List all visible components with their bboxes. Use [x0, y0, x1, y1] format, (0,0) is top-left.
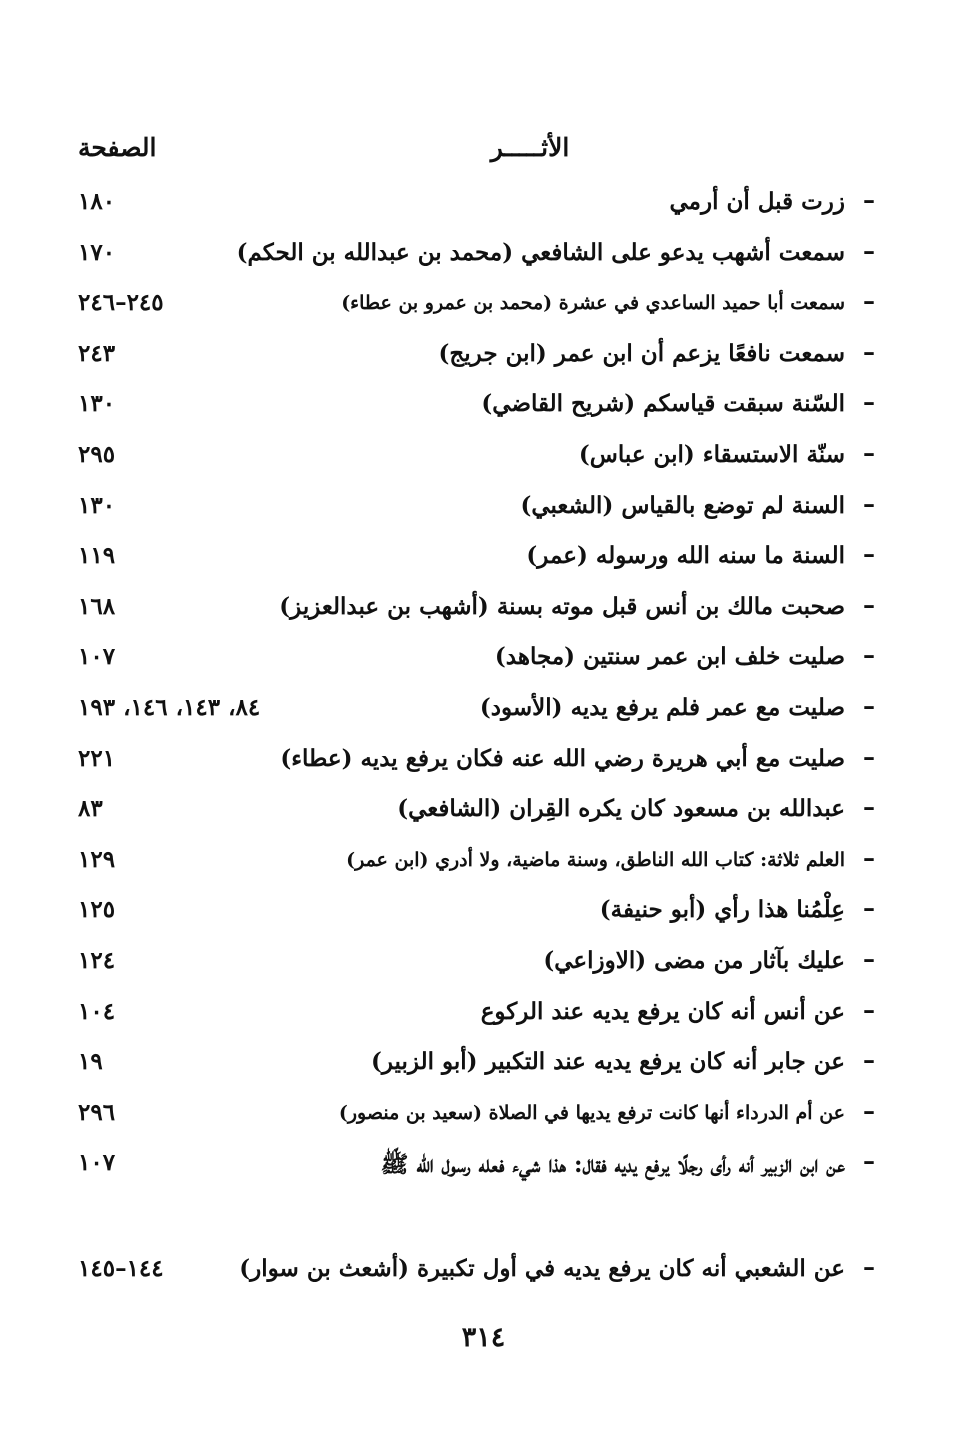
- index-entry: [0, 484, 967, 535]
- entry-text: سنّة الاستسقاء (ابن عباس): [578, 440, 845, 468]
- index-entry: [0, 888, 967, 939]
- entry-dash: –: [863, 286, 875, 316]
- entry-page: ٢٩٥: [78, 440, 116, 468]
- page-number: ٣١٤: [461, 1322, 506, 1353]
- index-entry: [0, 180, 967, 231]
- entry-dash: –: [863, 640, 875, 670]
- index-entry: [0, 787, 967, 838]
- header-athar-label: الأثـــــر: [490, 133, 570, 162]
- entry-text: سمعت نافعًا يزعم أن ابن عمر (ابن جريج): [438, 339, 845, 367]
- entry-text: زرت قبل أن أرمي: [669, 188, 845, 215]
- entry-page: ١٢٩: [78, 845, 116, 873]
- entry-text: سمعت أشهب يدعو على الشافعي (محمد بن عبدالله بن الحكم): [236, 238, 845, 266]
- entry-dash: –: [863, 336, 875, 366]
- entry-page: ١٧٠: [78, 238, 116, 266]
- index-entry: [0, 635, 967, 686]
- index-entry: [0, 1040, 967, 1091]
- entry-text: عِلْمُنا هذا رأي (أبو حنيفة): [599, 896, 845, 924]
- entry-text: صليت مع أبي هريرة رضي الله عنه فكان يرفع يديه (عطاء): [280, 744, 845, 772]
- index-entry: [0, 1091, 967, 1142]
- entry-dash: –: [863, 741, 875, 771]
- entry-text: عن الشعبي أنه كان يرفع يديه في أول تكبيرة (أشعث بن سوار): [239, 1255, 845, 1283]
- index-entry: [0, 939, 967, 990]
- entry-dash: –: [863, 690, 875, 720]
- entry-text: عن أم الدرداء أنها كانت ترفع يديها في الصلاة (سعيد بن منصور): [338, 1101, 845, 1124]
- entry-page: ١٠٧: [78, 1149, 116, 1177]
- entry-page: ١٣٠: [78, 491, 116, 519]
- entry-page: ١٠٤: [78, 997, 116, 1025]
- index-entry: [0, 737, 967, 788]
- entry-text: العلم ثلاثة: كتاب الله الناطق، وسنة ماضية، ولا أدري (ابن عمر): [346, 848, 845, 871]
- entry-page: ١٩: [78, 1048, 103, 1076]
- entry-dash: –: [863, 893, 875, 923]
- entry-page: ٨٣: [78, 795, 103, 823]
- entry-page: ١٣٠: [78, 390, 116, 418]
- index-entry: [0, 332, 967, 383]
- entry-dash: –: [863, 387, 875, 417]
- entry-dash: –: [863, 235, 875, 265]
- entry-text: عبدالله بن مسعود كان يكره القِران (الشافعي): [397, 795, 845, 823]
- entry-text: سمعت أبا حميد الساعدي في عشرة (محمد بن عمرو بن عطاء): [341, 292, 845, 315]
- entry-page: ٨٤، ١٤٣، ١٤٦، ١٩٣: [78, 693, 261, 721]
- entry-dash: –: [863, 792, 875, 822]
- entry-dash: –: [863, 1252, 875, 1282]
- entry-page: ٢٩٦: [78, 1098, 116, 1126]
- entry-dash: –: [863, 185, 875, 214]
- index-entry: [0, 838, 967, 889]
- index-entry: [0, 231, 967, 282]
- index-entry: [0, 990, 967, 1041]
- entry-text: السّنة سبقت قياسكم (شريح القاضي): [481, 390, 845, 418]
- entry-dash: –: [863, 488, 875, 518]
- index-entry: [0, 1247, 967, 1298]
- header-page-label: الصفحة: [78, 133, 157, 162]
- index-entry: [0, 1141, 967, 1247]
- entry-dash: –: [863, 994, 875, 1024]
- entry-text: عن أنس أنه كان يرفع يديه عند الركوع: [480, 997, 845, 1025]
- entry-page: ٢٤٣: [78, 339, 116, 367]
- entry-dash: –: [863, 539, 875, 569]
- entry-page: ١٦٨: [78, 592, 116, 620]
- index-list: [0, 180, 967, 1298]
- entry-page: ١٤٤–١٤٥: [78, 1255, 164, 1283]
- entry-page: ١٠٧: [78, 643, 116, 671]
- entry-dash: –: [863, 1045, 875, 1075]
- entry-text: السنة لم توضع بالقياس (الشعبي): [520, 491, 845, 519]
- entry-text: عن جابر أنه كان يرفع يديه عند التكبير (أبو الزبير): [370, 1048, 845, 1076]
- entry-dash: –: [863, 943, 875, 973]
- entry-page: ٢٤٥–٢٤٦: [78, 289, 164, 317]
- entry-text: صليت خلف ابن عمر سنتين (مجاهد): [494, 643, 845, 671]
- entry-dash: –: [863, 589, 875, 619]
- entry-page: ٢٢١: [78, 744, 116, 772]
- entry-page: ١١٩: [78, 542, 116, 570]
- entry-page: ١٢٥: [78, 896, 116, 924]
- index-entry: [0, 433, 967, 484]
- entry-text: صليت مع عمر فلم يرفع يديه (الأسود): [479, 693, 845, 721]
- index-entry: [0, 534, 967, 585]
- index-entry: [0, 382, 967, 433]
- index-entry: [0, 686, 967, 737]
- entry-dash: –: [863, 1146, 875, 1176]
- entry-dash: –: [863, 842, 875, 872]
- entry-text: عن ابن الزبير أنه رأى رجلًا يرفع يديه فقال: هذا شيء فعله رسول الله ﷺ: [380, 1151, 845, 1179]
- entry-text: السنة ما سنه الله ورسوله (عمر): [526, 542, 845, 570]
- entry-text: صحبت مالك بن أنس قبل موته بسنة (أشهب بن عبدالعزيز): [279, 592, 845, 620]
- entry-text: عليك بآثار من مضى (الاوزاعي): [543, 946, 845, 974]
- index-entry: [0, 281, 967, 332]
- entry-dash: –: [863, 1095, 875, 1125]
- entry-page: ١٢٤: [78, 946, 116, 974]
- entry-page: ١٨٠: [78, 188, 116, 215]
- entry-dash: –: [863, 437, 875, 467]
- index-entry: [0, 585, 967, 636]
